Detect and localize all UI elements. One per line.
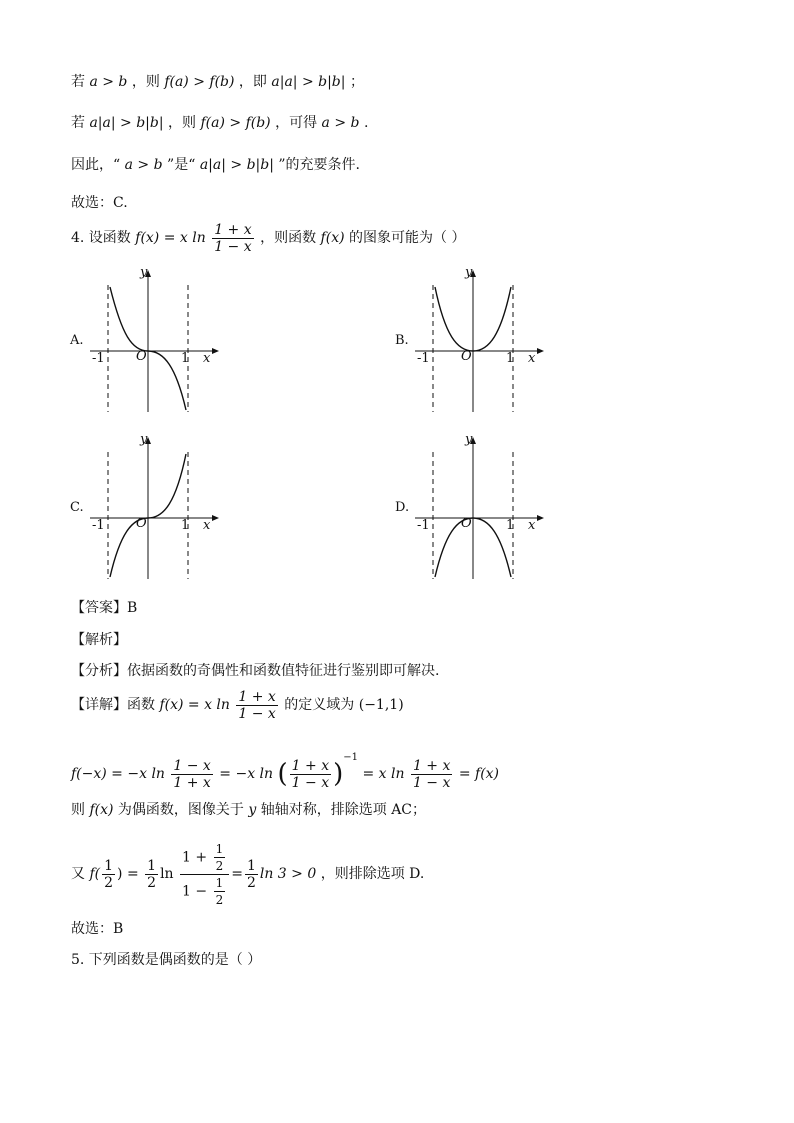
compound-denominator [180, 875, 229, 908]
even-line [71, 800, 426, 820]
numerator: 1 + x [291, 757, 330, 774]
fraction [290, 758, 331, 791]
math: a|a| > b|b| [199, 157, 274, 173]
numerator: 1 [246, 857, 256, 874]
exponent: −1 [343, 752, 358, 763]
paren-open: ( [277, 759, 288, 789]
numerator: 1 [104, 857, 114, 874]
math: f(x) = x ln [135, 230, 206, 246]
answer-line [71, 598, 137, 618]
x-axis-label: x [528, 518, 536, 533]
analysis-line [71, 661, 439, 681]
math: a > b [89, 74, 128, 90]
text: 的定义域为 [284, 697, 355, 713]
text: ”的充要条件. [278, 157, 360, 173]
text: ”是“ [167, 157, 196, 173]
answer-value: B [127, 600, 138, 616]
origin-label: O [461, 349, 472, 364]
text: 因此，“ [71, 157, 121, 173]
text: ； [349, 74, 364, 90]
text: ，可得 [275, 115, 318, 131]
fraction [212, 222, 253, 255]
math: ) = [117, 866, 139, 882]
math: (−1,1) [358, 697, 404, 713]
x-axis-label: x [203, 351, 211, 366]
math: f( [89, 866, 101, 882]
tick-one: 1 [181, 351, 190, 366]
origin-label: O [461, 516, 472, 531]
option-label: D. [395, 500, 410, 515]
tick-minus-one: -1 [92, 351, 105, 366]
tick-one: 1 [181, 518, 190, 533]
option-label: C. [70, 500, 84, 515]
tick-minus-one: -1 [417, 351, 430, 366]
text: 若 [71, 74, 85, 90]
text: 1 − [182, 883, 208, 899]
origin-label: O [136, 349, 147, 364]
math: a|a| > b|b| [89, 115, 164, 131]
numerator: 1 + x [238, 688, 276, 705]
numerator: 1 [215, 841, 224, 856]
graph-option-c [70, 432, 230, 582]
proof-line-2 [71, 113, 368, 133]
tick-one: 1 [506, 351, 515, 366]
fraction [245, 858, 258, 891]
denominator: 1 + x [173, 774, 211, 791]
numerator: 1 + x [214, 221, 252, 238]
text: 1 + [182, 849, 208, 865]
math: ln 3 > 0 [259, 866, 317, 882]
text: ，则 [131, 74, 160, 90]
y-axis-label: y [465, 265, 473, 280]
fraction [214, 875, 226, 908]
text: 为偶函数，图像关于 [117, 802, 244, 818]
numerator: 1 + x [412, 757, 451, 774]
tick-minus-one: -1 [92, 518, 105, 533]
math: a > b [124, 157, 163, 173]
question-number: 4. 设函数 [71, 230, 131, 246]
text: 的图象可能为（ ） [349, 230, 466, 246]
denominator: 2 [147, 874, 157, 891]
fraction [236, 689, 277, 722]
math: f(x) = x ln [159, 697, 230, 713]
fraction [171, 758, 212, 791]
math: f(x) [320, 230, 345, 246]
text: ，则函数 [260, 230, 317, 246]
fraction [411, 758, 452, 791]
text: ，则 [168, 115, 197, 131]
equation-line [71, 738, 499, 794]
analysis-tag: 【解析】 [71, 632, 127, 648]
compound-fraction [180, 841, 229, 908]
text: 轴轴对称，排除选项 AC； [260, 802, 427, 818]
math: = [231, 866, 243, 882]
tick-minus-one: -1 [417, 518, 430, 533]
choice-line: 故选：C. [71, 195, 128, 211]
y-axis-label: y [140, 432, 148, 447]
numerator: 1 [215, 875, 224, 890]
math: f(a) > f(b) [200, 115, 271, 131]
detail-tag: 【详解】 [71, 697, 127, 713]
math: f(−x) = −x ln [71, 766, 165, 782]
denominator: 2 [104, 874, 114, 891]
you-line [71, 838, 424, 910]
denominator: 1 − x [238, 705, 276, 722]
x-axis-label: x [203, 518, 211, 533]
graph-c-plot [70, 432, 230, 582]
math: a|a| > b|b| [271, 74, 346, 90]
math: a > b [321, 115, 360, 131]
tick-one: 1 [506, 518, 515, 533]
origin-label: O [136, 516, 147, 531]
denominator: 2 [215, 858, 224, 873]
proof-line-1 [71, 72, 364, 92]
y-axis-label: y [465, 432, 473, 447]
denominator: 1 − x [291, 774, 330, 791]
paren-close: ) [333, 759, 344, 789]
denominator: 2 [246, 874, 256, 891]
final-choice: 故选：B [71, 921, 124, 937]
math: ln [160, 866, 174, 882]
denominator: 1 − x [214, 238, 252, 255]
proof-line-3 [71, 155, 360, 175]
answer-tag: 【答案】 [71, 600, 127, 616]
denominator: 2 [215, 892, 224, 907]
question-5: 5. 下列函数是偶函数的是（ ） [71, 952, 262, 968]
question-4 [71, 220, 465, 256]
numerator: 1 − x [173, 757, 211, 774]
fenxi-tag: 【分析】 [71, 663, 127, 679]
text: 若 [71, 115, 85, 131]
option-label: A. [70, 333, 84, 348]
text: 又 [71, 866, 85, 882]
y-axis-label: y [140, 265, 148, 280]
math: = f(x) [458, 766, 500, 782]
graph-b-plot [395, 265, 555, 415]
math: y [248, 802, 257, 818]
graph-option-a [70, 265, 230, 415]
text: 函数 [127, 697, 155, 713]
denominator: 1 − x [412, 774, 451, 791]
graph-option-d [395, 432, 555, 582]
fraction [102, 858, 115, 891]
math: = x ln [362, 766, 405, 782]
math: f(a) > f(b) [164, 74, 235, 90]
x-axis-label: x [528, 351, 536, 366]
text: 则 [71, 802, 85, 818]
fraction [145, 858, 158, 891]
math: f(x) [89, 802, 114, 818]
graph-d-plot [395, 432, 555, 582]
fenxi-text: 依据函数的奇偶性和函数值特征进行鉴别即可解决. [127, 663, 440, 679]
text: . [363, 115, 369, 131]
math: = −x ln [219, 766, 274, 782]
text: ，则排除选项 D. [320, 866, 425, 882]
fraction [214, 841, 226, 874]
numerator: 1 [147, 857, 157, 874]
text: ，即 [238, 74, 267, 90]
option-label: B. [395, 333, 409, 348]
graph-a-plot [70, 265, 230, 415]
graph-option-b [395, 265, 555, 415]
compound-numerator [180, 841, 229, 875]
detail-line [71, 686, 404, 724]
